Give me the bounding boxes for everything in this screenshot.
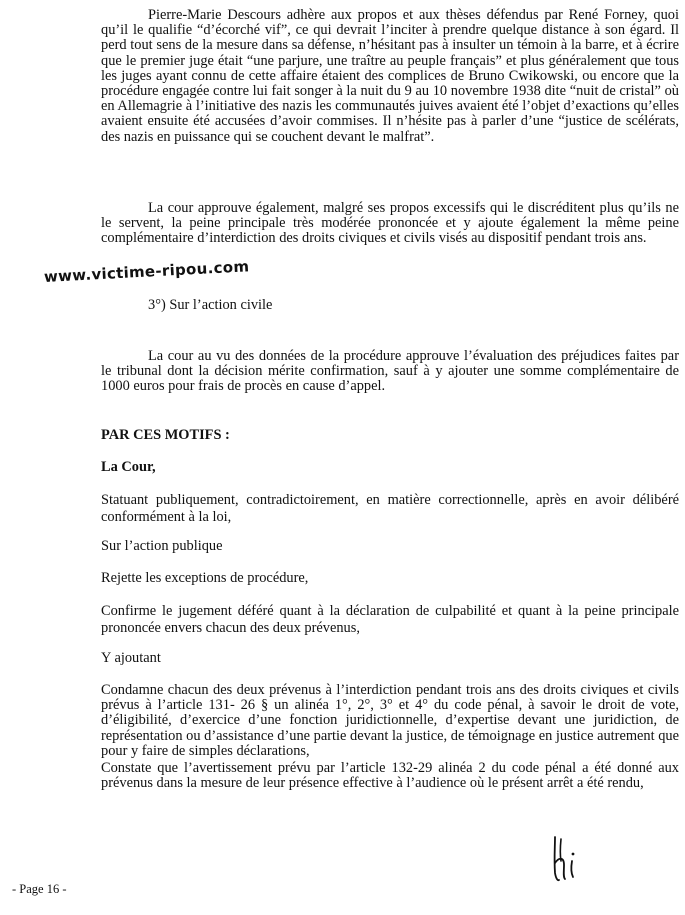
paragraph-constate: Constate que l’avertissement prévu par l’article 132-29 alinéa 2 du code pénal a été donné aux prévenus dans la mesure de leur présence effective à l’audience où le présent arrêt a été rendu, [101,760,679,792]
paragraph-cour-approuve: La cour approuve également, malgré ses propos excessifs qui le discréditent plus qu’ils ne le servent, la peine principale très modérée prononcée et y ajoute également la même peine complémentaire d’interdiction des droits civiques et civils visés au dispositif pendant trois ans. [101,200,679,247]
paragraph-descours: Pierre-Marie Descours adhère aux propos et aux thèses défendus par René Forney, quoi qu’il le qualifie “d’écorché vif”, ce qui devrait l’inciter à prendre quelque distance à son égard. Il perd tout sens de la mesure dans sa défense, n’hésitant pas à insulter un témoin à la barre, et à écrire que le premier juge était “une parjure, une traître au peuple français” et plus généralement que tous les juges ayant connu de cette affaire étaient des complices de Bruno Cwikowski, ou encore que la procédure engagée contre lui fait songer à la nuit du 9 au 10 novembre 1938 dite “nuit de cristal” où en Allemagrie à l’initiative des nazis les communautés juives avaient été l’objet d’exactions qu’elles avaient ensuite été accusées d’avoir commises. Il n’hésite pas à parler d’une “justice de scélérats, des nazis en puissance qui se couchent devant le malfrat”. [101,7,679,145]
paragraph-rejette: Rejette les exceptions de procédure, [101,570,309,586]
paragraph-condamne: Condamne chacun des deux prévenus à l’interdiction pendant trois ans des droits civiques et civils prévus à l’article 131- 26 § un alinéa 1°, 2°, 3° et 4° du code pénal, à savoir le droit de vote, d’éligibilité, d’exercice d’une fonction juridictionnelle, d’expertise devant une juridiction, de représentation ou d’assistance d’une partie devant la justice, de témoignage en justice autrement que pour y faire de simples déclarations, [101,682,679,759]
paragraph-confirme: Confirme le jugement déféré quant à la déclaration de culpabilité et quant à la peine principale prononcée envers chacun des deux prévenus, [101,603,679,636]
paragraph-statuant: Statuant publiquement, contradictoirement, en matière correctionnelle, après en avoir délibéré conformément à la loi, [101,492,679,525]
paragraph-action-publique: Sur l’action publique [101,538,223,554]
handwritten-initials [549,833,585,883]
heading-action-civile: 3°) Sur l’action civile [148,297,273,313]
heading-par-ces-motifs: PAR CES MOTIFS : [101,427,230,443]
heading-la-cour: La Cour, [101,459,156,475]
page-number: - Page 16 - [12,882,67,896]
paragraph-action-civile: La cour au vu des données de la procédure approuve l’évaluation des préjudices faites par le tribunal dont la décision mérite confirmation, sauf à y ajouter une somme complémentaire de 1000 euros pour frais de procès en cause d’appel. [101,348,679,395]
watermark-url: www.victime-ripou.com [43,257,250,286]
paragraph-y-ajoutant: Y ajoutant [101,650,161,666]
